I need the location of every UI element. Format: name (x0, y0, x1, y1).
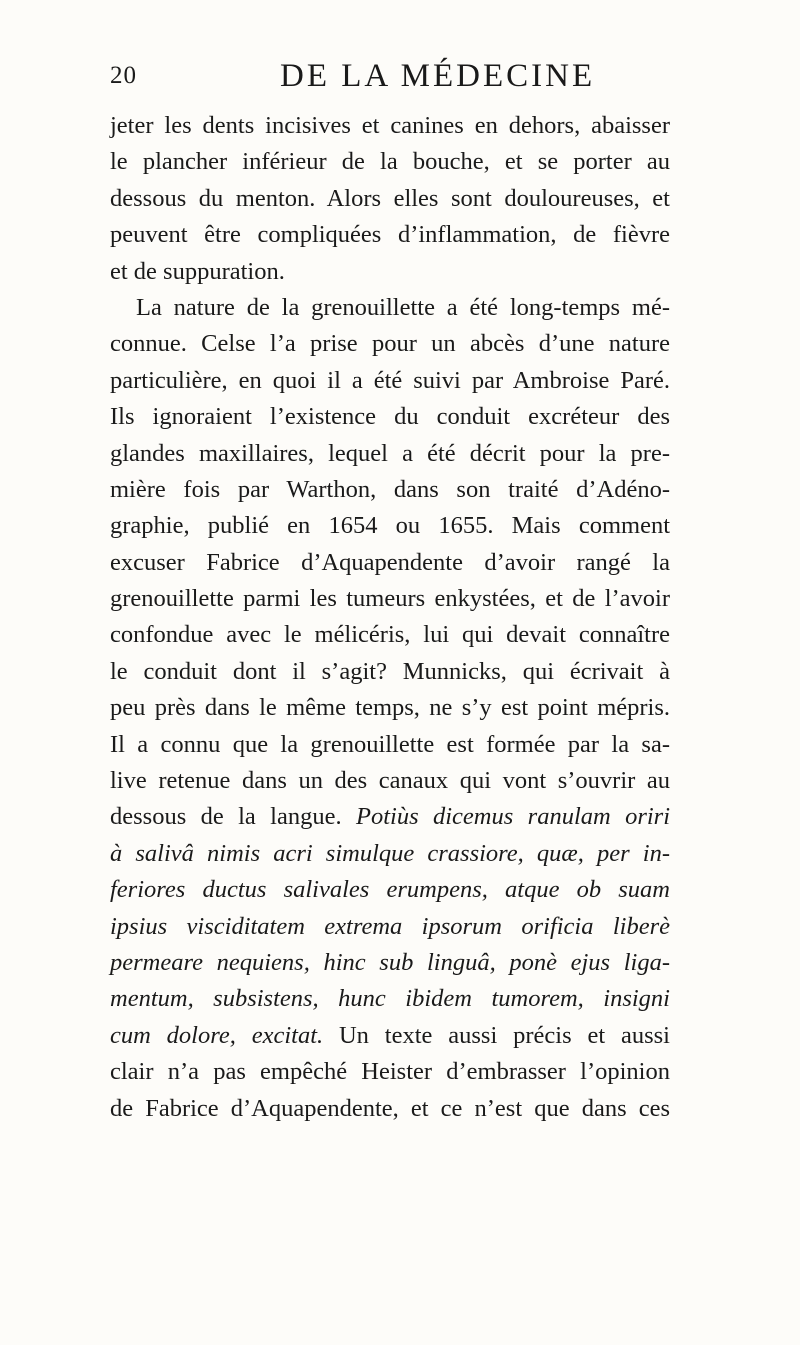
body-text (110, 108, 670, 1127)
text-line-mixed (110, 1018, 670, 1054)
text-line: live retenue dans un des canaux qui vont s’ouvrir au (110, 767, 670, 795)
latin-quote-line: feriores ductus salivales erumpens, atque ob suam (110, 876, 670, 904)
running-head (110, 58, 630, 98)
text-line: La nature de la grenouillette a été long-temps mé- (136, 293, 670, 321)
latin-quote-span: cum dolore, excitat. (110, 1021, 324, 1049)
text-line: dessous du menton. Alors elles sont douloureuses, et (110, 184, 670, 212)
text-line: clair n’a pas empêché Heister d’embrasser l’opinion (110, 1058, 670, 1086)
latin-quote-line: ipsius visciditatem extrema ipsorum orificia liberè (110, 912, 670, 940)
running-title: DE LA MÉDECINE (280, 58, 596, 94)
text-line: grenouillette parmi les tumeurs enkystées, et de l’avoir (110, 585, 670, 613)
text-line: peuvent être compliquées d’inflammation, de fièvre (110, 221, 670, 249)
latin-quote-span: Potiùs dicemus ranulam oriri (356, 803, 671, 831)
page-number: 20 (110, 62, 137, 89)
text-line: mière fois par Warthon, dans son traité d’Adéno- (110, 475, 670, 503)
text-line: de Fabrice d’Aquapendente, et ce n’est que dans ces (110, 1094, 670, 1122)
text-line: glandes maxillaires, lequel a été décrit pour la pre- (110, 439, 670, 467)
latin-quote-line: permeare nequiens, hinc sub linguâ, ponè ejus liga- (110, 948, 670, 976)
text-line: confondue avec le mélicéris, lui qui devait connaître (110, 621, 670, 649)
text-line: jeter les dents incisives et canines en dehors, abaisser (110, 112, 670, 139)
text-line: le conduit dont il s’agit? Munnicks, qui écrivait à (110, 657, 670, 685)
text-line: et de suppuration. (110, 257, 285, 285)
text-line-mixed (110, 799, 670, 835)
text-line: Ils ignoraient l’existence du conduit excréteur des (110, 403, 670, 431)
text-line: Il a connu que la grenouillette est formée par la sa- (110, 730, 670, 758)
text-line: connue. Celse l’a prise pour un abcès d’une nature (110, 330, 670, 358)
text-line: peu près dans le même temps, ne s’y est point mépris. (110, 694, 670, 722)
text-line: excuser Fabrice d’Aquapendente d’avoir rangé la (110, 548, 670, 576)
latin-quote-line: à salivâ nimis acri simulque crassiore, quæ, per in- (110, 839, 670, 867)
text-line: le plancher inférieur de la bouche, et se porter au (110, 148, 670, 176)
text-span: dessous de la langue. (110, 803, 342, 831)
text-line: graphie, publié en 1654 ou 1655. Mais comment (110, 512, 670, 540)
text-line: particulière, en quoi il a été suivi par Ambroise Paré. (110, 366, 670, 394)
latin-quote-line: mentum, subsistens, hunc ibidem tumorem, insigni (110, 985, 670, 1013)
text-span: Un texte aussi précis et aussi (338, 1021, 670, 1049)
